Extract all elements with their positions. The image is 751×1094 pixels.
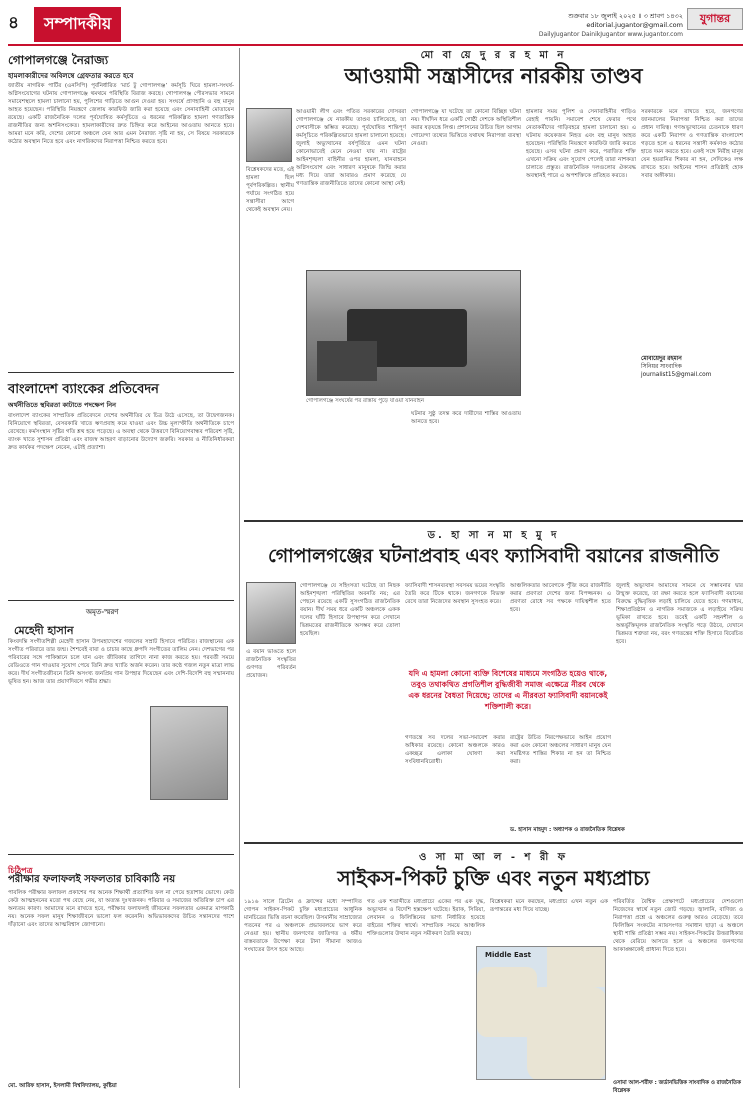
article-2-author: ড. হা সা ন মা হ মু দ — [427, 530, 560, 541]
article-1-column: গোপালগঞ্জে যা ঘটেছে তা কোনো বিচ্ছিন্ন ঘটনা নয়। দীর্ঘদিন ধরে একটি গোষ্ঠী দেশকে অস্থিতিশীল করার ষড়যন্ত্রে লিপ্ত। প্রশাসনের উচিত ছিল আগাম গোয়েন্দা তথ্যের ভিত্তিতে যথাযথ নিরাপত্তা ব্যবস্থা নেওয়া। — [411, 109, 521, 147]
editorial-2-body: বাংলাদেশ ব্যাংকের সাম্প্রতিক প্রতিবেদনে দেশের অর্থনীতির যে চিত্র উঠে এসেছে, তা উদ্বেগজনক। বিনিয়োগে স্থবিরতা, বেসরকারি খাতে ঋণপ্রবাহ কমে যাওয়া এবং উচ্চ মূল্যস্ফীতি অর্থনীতিকে চাপে রেখেছে। কর্মসংস্থান সৃষ্টির গতি শ্লথ হয়ে পড়েছে। এ অবস্থা থেকে উত্তরণে বিনিয়োগবান্ধব পরিবেশ সৃষ্টি, ব্যাংক খাতে সুশাসন প্রতিষ্ঠা এবং রাজস্ব আহরণ বাড়ানোর উদ্যোগ জরুরি। সরকার ও নীতিনির্ধারকরা দ্রুত কার্যকর পদক্ষেপ নেবেন, এটাই প্রত্যাশা। — [8, 413, 234, 451]
credit-name: মোবায়েদুর রহমান — [641, 356, 682, 362]
article-2-column: গণতন্ত্রে সব দলের সভা-সমাবেশ করার অধিকার রয়েছে। কোনো অঞ্চলকে কারও একচ্ছত্র এলাকা ঘোষণা করা সংবিধানবিরোধী। — [405, 735, 505, 765]
article-2-column: রাষ্ট্রের উচিত নিরপেক্ষভাবে আইন প্রয়োগ করা এবং কোনো অঞ্চলের সাধারণ মানুষ যেন সমষ্টিগত শাস্তির শিকার না হন তা নিশ্চিত করা। — [510, 735, 611, 765]
credit-role: সিনিয়র সাংবাদিক — [641, 364, 682, 370]
masthead-rule — [8, 44, 743, 46]
section-divider — [244, 842, 743, 844]
editorial-1-title: গোপালগঞ্জে নৈরাজ্য — [8, 53, 109, 67]
burnt-vehicle — [317, 341, 377, 381]
editorial-1-subtitle: হামলাকারীদের অবিলম্বে গ্রেফতার করতে হবে — [8, 72, 134, 80]
obituary-name: মেহেদী হাসান — [14, 624, 74, 637]
article-2-column: জুলাই অভ্যুত্থান আমাদের সামনে যে সম্ভাবনার দ্বার উন্মুক্ত করেছে, তা রক্ষা করতে হলে ফ্যাসিবাদী বয়ানের বিরুদ্ধে বুদ্ধিবৃত্তিক লড়াই চালিয়ে যেতে হবে। গণমাধ্যম, শিক্ষাপ্রতিষ্ঠান ও নাগরিক সমাজকে এ লড়াইয়ে সক্রিয় ভূমিকা রাখতে হবে। তবেই একটি সহনশীল ও অন্তর্ভুক্তিমূলক রাজনৈতিক সংস্কৃতি গড়ে উঠবে, যেখানে ভিন্নমত শত্রুতা নয়, বরং গণতন্ত্রের শক্তি হিসাবে বিবেচিত হবে। — [616, 583, 743, 645]
article-2-credit: ড. হাসান মাহমুদ : অধ্যাপক ও রাজনৈতিক বিশ্লেষক — [510, 827, 625, 833]
article-1-column: সরকারকে মনে রাখতে হবে, জনগণের জানমালের নিরাপত্তা নিশ্চিত করা তাদের প্রধান দায়িত্ব। গণঅভ্যুত্থানের চেতনাকে ধারণ করে একটি নিরাপদ ও গণতান্ত্রিক বাংলাদেশ গড়তে হলে এ ধরনের সন্ত্রাসী কর্মকাণ্ড কঠোর হাতে দমন করতে হবে। একই সঙ্গে নিরীহ মানুষ যেন হয়রানির শিকার না হন, সেদিকেও লক্ষ রাখতে হবে। আইনের শাসন প্রতিষ্ঠাই হোক সবার অঙ্গীকার। — [641, 109, 743, 179]
letters-tag: চিঠিপত্র — [8, 866, 33, 875]
article-1-author: মো বা য়ে দু র র হ মা ন — [420, 50, 567, 61]
newspaper-logo: যুগান্তর — [687, 8, 743, 30]
masthead — [8, 6, 743, 46]
article-2-author-photo — [246, 582, 296, 644]
article-3-author: ও সা মা আ ল - শ রী ফ — [418, 852, 569, 863]
map-landmass — [527, 987, 606, 1080]
article-2-column: এ বয়ান ভাঙতে হলে রাজনৈতিক সংস্কৃতির গুণগত পরিবর্তন প্রয়োজন। — [246, 649, 296, 679]
section-title: সম্পাদকীয় — [34, 7, 121, 42]
article-2-column: গোপালগঞ্জে যে সহিংসতা ঘটেছে তা নিছক আইনশৃঙ্খলা পরিস্থিতির অবনতি নয়; এর পেছনে রয়েছে একটি সুসংগঠিত রাজনৈতিক বয়ান। দীর্ঘ সময় ধরে একটি অঞ্চলকে একক দলের ঘাঁটি হিসাবে উপস্থাপন করে সেখানে ভিন্নমতের রাজনীতিকে অসম্ভব করে তোলা হয়েছিল। — [300, 583, 400, 637]
editorial-1-body: জাতীয় নাগরিক পার্টির (এনসিপি) পূর্বনির্ধারিত ‘মার্চ টু গোপালগঞ্জ’ কর্মসূচি ঘিরে হামলা-সংঘর্ষ-অগ্নিসংযোগের ঘটনায় গোপালগঞ্জে থমথমে পরিস্থিতি বিরাজ করছে। গোপালগঞ্জ পৌরসভার সামনে সমাবেশস্থলে হামলা চালানো হয়, পুলিশের গাড়িতে আগুন দেওয়া হয়। সংঘর্ষে প্রাণহানি ও বহু মানুষ আহত হয়েছেন। পরিস্থিতি নিয়ন্ত্রণে জেলায় কারফিউ জারি করা হয়েছে এবং সেনাবাহিনী মোতায়েন রয়েছে। একটি রাজনৈতিক দলের পূর্বঘোষিত কর্মসূচিতে এ ধরনের পরিকল্পিত হামলা গণতান্ত্রিক রাজনীতির জন্য অশনিসংকেত। হামলাকারীদের দ্রুত চিহ্নিত করে আইনের আওতায় আনতে হবে। আমরা মনে করি, দেশের কোনো অঞ্চলে যেন আর এমন নৈরাজ্য সৃষ্টি না হয়, সে বিষয়ে সরকারকে কঠোর অবস্থান নিতে হবে এবং নাগরিকদের নিরাপত্তা নিশ্চিত করতে হবে। — [8, 83, 234, 145]
page-number: ৪ — [8, 13, 20, 33]
middle-east-map — [476, 946, 606, 1080]
article-1-column: বিশ্লেষকদের মতে, এই হামলা ছিল পূর্বপরিকল্পিত। স্থানীয় পর্যায়ে সংগঠিত হয়ে সন্ত্রাসীরা আগে থেকেই অবস্থান নেয়। — [246, 167, 294, 213]
column-divider — [239, 48, 240, 1088]
obituary-label: অমৃত-স্মরণ — [86, 608, 119, 616]
article-3-column: বিশ্লেষকরা মনে করছেন, মধ্যপ্রাচ্য এখন নতুন এক রূপান্তরের মধ্য দিয়ে যাচ্ছে। — [490, 899, 608, 913]
letter-signature: মো. আরিফ হাসান, ইসলামী বিশ্ববিদ্যালয়, কুষ্টিয়া — [8, 1083, 117, 1089]
article-1-photo-caption: গোপালগঞ্জে সংঘর্ষের পর রাস্তায় পুড়ে যাওয়া যানবাহন — [306, 398, 425, 404]
article-2-column: ফ্যাসিবাদী শাসনব্যবস্থা সবসময় ভয়ের সংস্কৃতি তৈরি করে টিকে থাকে। জনগণকে বিভক্ত রেখে তারা নিজেদের অবস্থান সুসংহত করে। — [405, 583, 505, 605]
editorial-2-title: বাংলাদেশ ব্যাংকের প্রতিবেদন — [8, 382, 159, 397]
article-3-credit: ওসামা আল-শরীফ : জর্ডানভিত্তিক সাংবাদিক ও রাজনৈতিক বিশ্লেষক — [613, 1080, 741, 1094]
credit-email: journalist15@gmail.com — [641, 372, 712, 378]
article-2-title: গোপালগঞ্জের ঘটনাপ্রবাহ এবং ফ্যাসিবাদী বয়ানের রাজনীতি — [268, 545, 719, 567]
article-2-pull-quote: যদি এ হামলা কোনো ব্যক্তি বিশেষের মাধ্যমে সংগঠিত হয়েও থাকে, তবুও তথাকথিত প্রগতিশীল বুদ্ধিজীবী সমাজ এক্ষেত্রে নীরব থেকে এক ধরনের বৈধতা দিয়েছে; তাদের এ নীরবতা ফ্যাসিবাদী বয়ানকেই শক্তিশালী করে। — [408, 669, 608, 711]
editorial-2-subtitle: অর্থনীতিতে স্থবিরতা কাটাতে পদক্ষেপ নিন — [8, 401, 117, 409]
article-3-title: সাইকস-পিকট চুক্তি এবং নতুন মধ্যপ্রাচ্য — [337, 866, 650, 890]
letter-title: পরীক্ষার ফলাফলই সফলতার চাবিকাঠি নয় — [8, 874, 176, 885]
article-1-column: ঘটনার সুষ্ঠু তদন্ত করে দায়ীদের শাস্তির আওতায় আনতে হবে। — [411, 411, 521, 425]
social-handles: DailyJugantor DainikJugantor www.jugantor.com — [538, 31, 683, 38]
obituary-header — [8, 604, 234, 618]
article-1-credit — [641, 355, 743, 379]
article-1-news-photo — [306, 270, 521, 396]
obituary-portrait — [150, 706, 228, 800]
obituary-body: কিংবদন্তি সংগীতশিল্পী মেহেদী হাসান উপমহাদেশের গজলের সম্রাট হিসাবে পরিচিত। রাজস্থানের এক সংগীত পরিবারে তার জন্ম। শৈশবেই বাবা ও চাচার কাছে ধ্রুপদি সংগীতের তালিম নেন। দেশভাগের পর পরিবারের সঙ্গে পাকিস্তানে চলে যান এবং জীবিকার তাগিদে নানা কাজ করতে হয়। পরবর্তী সময়ে রেডিওতে গান গাওয়ার সুযোগ পেয়ে তিনি দ্রুত খ্যাতি অর্জন করেন। তার কণ্ঠে গজল নতুন মাত্রা লাভ করে। দীর্ঘ সংগীতজীবনে তিনি অসংখ্য জনপ্রিয় গান উপহার দিয়েছেন এবং দেশি-বিদেশি বহু সম্মাননায় ভূষিত হন। আজ তার প্রয়াণদিবসে গভীর শ্রদ্ধা। — [8, 639, 234, 685]
article-1-author-photo — [246, 108, 292, 162]
article-3-column: ১৯১৬ সালে ব্রিটেন ও ফ্রান্সের মধ্যে সম্পাদিত গোপন সাইকস-পিকট চুক্তি মধ্যপ্রাচ্যের আধুনিক মানচিত্রের ভিত্তি রচনা করেছিল। উসমানীয় সাম্রাজ্যের পতনের পর এ অঞ্চলকে প্রভাববলয়ে ভাগ করে নেওয়া হয়। স্থানীয় জনগণের জাতিগত ও ধর্মীয় বাস্তবতাকে উপেক্ষা করে টানা সীমানা আজও সংঘাতের উৎস হয়ে আছে। — [244, 899, 362, 953]
map-landmass — [547, 947, 606, 987]
article-1-title: আওয়ামী সন্ত্রাসীদের নারকীয় তাণ্ডব — [344, 64, 643, 88]
section-divider — [8, 372, 234, 373]
section-divider — [8, 854, 234, 855]
letter-body: পাবলিক পরীক্ষার ফলাফল প্রকাশের পর অনেক শিক্ষার্থী প্রত্যাশিত ফল না পেয়ে হতাশায় ভোগে। কেউ কেউ আত্মহননের মতো পথ বেছে নেয়, যা অত্যন্ত দুঃখজনক। পরিবার ও সমাজের অতিরিক্ত চাপ এর অন্যতম কারণ। আমাদের মনে রাখতে হবে, পরীক্ষার ফলাফলই জীবনের সফলতার একমাত্র মাপকাঠি নয়। অনেক সফল মানুষ শিক্ষাজীবনে ভালো ফল করেননি। অভিভাবকদের উচিত সন্তানদের পাশে দাঁড়ানো এবং তাদের আত্মবিশ্বাস জোগানো। — [8, 890, 234, 928]
article-1-column: আওয়ামী লীগ এবং পতিত সরকারের দোসররা গোপালগঞ্জে যে নারকীয় তাণ্ডব চালিয়েছে, তা দেশবাসীকে স্তম্ভিত করেছে। পূর্বঘোষিত শান্তিপূর্ণ কর্মসূচিতে পরিকল্পিতভাবে হামলা চালানো হয়েছে। জুলাই অভ্যুত্থানের বর্ষপূর্তিতে এমন ঘটনা কোনোভাবেই মেনে নেওয়া যায় না। রাষ্ট্রের আইনশৃঙ্খলা বাহিনীর ওপর হামলা, যানবাহনে অগ্নিসংযোগ এবং সাধারণ মানুষকে জিম্মি করার মধ্য দিয়ে তারা আবারও প্রমাণ করেছে যে গণতান্ত্রিক রাজনীতিতে তাদের কোনো আস্থা নেই। — [296, 109, 406, 187]
editorial-email: editorial.jugantor@gmail.com — [586, 21, 683, 29]
article-2-column: আঞ্চলিকতার আবেগকে পুঁজি করে রাজনীতি করার প্রবণতা দেশের জন্য বিপজ্জনক। এ প্রবণতা রোধে সব পক্ষকে দায়িত্বশীল হতে হবে। — [510, 583, 611, 613]
map-label: Middle East — [485, 951, 531, 959]
article-1-column: হামলার সময় পুলিশ ও সেনাবাহিনীর গাড়িও রেহাই পায়নি। সমাবেশ শেষে ফেরার পথে নেতাকর্মীদের গাড়িবহরে হামলা চালানো হয়। এ ঘটনায় কয়েকজন নিহত এবং বহু মানুষ আহত হয়েছেন। পরিস্থিতি নিয়ন্ত্রণে কারফিউ জারি করতে হয়েছে। এসব ঘটনা প্রমাণ করে, পরাজিত শক্তি এখনো সক্রিয় এবং সুযোগ পেলেই তারা নাশকতা চালাতে প্রস্তুত। রাজনৈতিক দলগুলোর ঐক্যবদ্ধ অবস্থানই পারে এ অপশক্তিকে প্রতিহত করতে। — [526, 109, 636, 179]
section-divider — [244, 520, 743, 522]
article-3-column: গত এক শতাব্দীতে মধ্যপ্রাচ্যে একের পর এক যুদ্ধ, অভ্যুত্থান ও বিদেশি হস্তক্ষেপ ঘটেছে। ইরাক, সিরিয়া, লেবানন ও ফিলিস্তিনের ভাগ্য নির্ধারিত হয়েছে বাইরের শক্তির স্বার্থে। সাম্প্রতিক সময়ে আঞ্চলিক শক্তিগুলোর উত্থান নতুন সমীকরণ তৈরি করছে। — [367, 899, 485, 937]
date-text: শুক্রবার ১৮ জুলাই ২০২৫ ॥ ৩ শ্রাবণ ১৪৩২ — [568, 12, 683, 20]
issue-date — [568, 12, 683, 30]
section-divider — [8, 600, 234, 601]
article-3-column: পরিবর্তিত বৈশ্বিক প্রেক্ষাপটে মধ্যপ্রাচ্যের দেশগুলো নিজেদের স্বার্থে নতুন জোট গড়ছে। জ্বালানি, বাণিজ্য ও নিরাপত্তা প্রশ্নে এ অঞ্চলের গুরুত্ব আরও বেড়েছে। তবে ফিলিস্তিন সংকটের ন্যায়সংগত সমাধান ছাড়া এ অঞ্চলে স্থায়ী শান্তি প্রতিষ্ঠা সম্ভব নয়। সাইকস-পিকটের উত্তরাধিকার থেকে বেরিয়ে আসতে হলে এ অঞ্চলের জনগণের আকাঙ্ক্ষাকেই প্রাধান্য দিতে হবে। — [613, 899, 743, 953]
